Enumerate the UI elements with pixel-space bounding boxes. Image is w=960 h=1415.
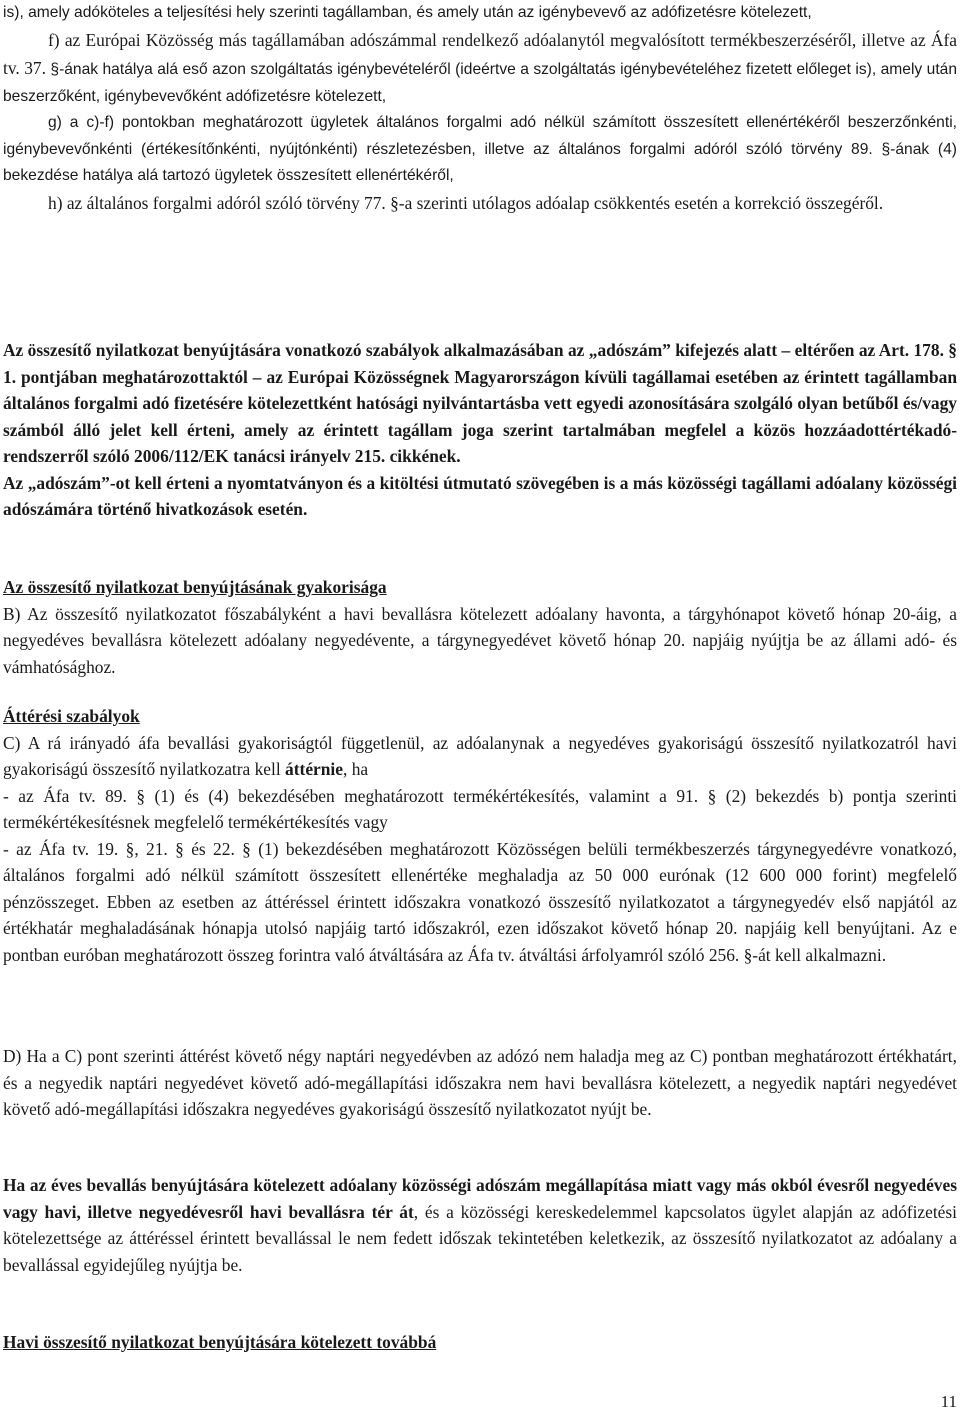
adoszam-section [3,337,957,523]
intro-paragraph-1: is), amely adóköteles a teljesítési hely szerinti tagállamban, és amely után az igénybevevő az adófizetésre kötelezett, [3,4,812,21]
gyakorisag-paragraph: B) Az összesítő nyilatkozatot főszabályként a havi bevallásra kötelezett adóalany havonta, a tárgyhónapot követő hónap 20-áig, a negyedéves bevallásra kötelezett adóalany negyedévente, a tárgynegyedévet követő hónap 20. napjáig nyújtja be az állami adó- és vámhatósághoz. [3,603,957,677]
atteres-paragraph-c [3,730,957,783]
atteres-c-part-1: C) A rá irányadó áfa bevallási gyakoriságtól függetlenül, az adóalanynak a negyedéves gyakoriságú összesítő nyilatkozatról havi gyakoriságú összesítő nyilatkozatra kell [3,732,957,779]
atteres-condition-2: - az Áfa tv. 19. §, 21. § és 22. § (1) bekezdésében meghatározott Közösségen belüli termékbeszerzés tárgynegyedévre vonatkozó, általános forgalmi adó nélkül számított összesített ellenértéke meghaladja az 50 000 eurónak (12 600 000 forint) megfelelő pénzösszeget. Ebben az esetben az áttéréssel érintett időszakra vonatkozó összesítő nyilatkozatot a tárgynegyedév első napjától az értékhatár meghaladásának hónapja utolsó napjáig tartó időszakról, ezen időszakot követő hónap 20. napjáig kell benyújtani. Az e pontban euróban meghatározott összeg forintra való átváltására az Áfa tv. átváltási árfolyamról szóló 256. §-át kell alkalmazni. [3,838,957,965]
adoszam-paragraph-1: Az összesítő nyilatkozat benyújtására vonatkozó szabályok alkalmazásában az „adószám” kifejezés alatt – eltérően az Art. 178. § 1. pontjában meghatározottaktól – az Európai Közösségnek Magyarországon kívüli tagállamai esetében az érintett tagállamban általános forgalmi adó fizetésére kötelezettként hatósági nyilvántartásba vett egyedi azonosítására szolgáló olyan betűből és/vagy számból álló jelet kell érteni, amely az érintett tagállam joga szerint tartalmában megfelel a közös hozzáadottértékadó-rendszerről szóló 2006/112/EK tanácsi irányelv 215. cikkének. [3,340,957,466]
havi-heading: Havi összesítő nyilatkozat benyújtására kötelezett továbbá [3,1332,437,1352]
eves-bold-part: Ha az éves bevallás benyújtására kötelezett adóalany közösségi adószám megállapítása miatt vagy más okból évesről negyedéves vagy havi, illetve negyedévesről havi bevallásra tér át [3,1175,957,1222]
gyakorisag-heading: Az összesítő nyilatkozat benyújtásának gyakorisága [3,577,387,597]
list-item-f-part-1: f) az Európai Közösség más tagállamában adószámmal rendelkező adóalanytól megvalósított termékbeszerzéséről, illetve az Áfa tv. 37. [3,29,957,78]
eves-regular-part: , és a közösségi kereskedelemmel kapcsolatos ügylet alapján az adófizetési kötelezettsége az áttéréssel érintett bevallással le nem fedett időszak tekintetében keletkezik, az összesítő nyilatkozatot az adóalany a bevallással egyidejűleg nyújtja be. [3,1201,958,1275]
eves-paragraph [3,1172,957,1278]
atteres-c-part-3: , ha [343,759,369,779]
list-item-f-part-2: §-ának hatálya alá eső azon szolgáltatás igénybevételéről (ideértve a szolgáltatás igénybevételéhez fizetett előleget is), amely után beszerzőként, igénybevevőként adófizetésre kötelezett, [3,61,957,105]
list-item-f [3,27,957,111]
d-pont-paragraph: D) Ha a C) pont szerinti áttérést követő négy naptári negyedévben az adózó nem haladja meg az C) pontban meghatározott értékhatárt, és a negyedik naptári negyedévet követő adó-megállapítási időszakra nem havi bevallásra kötelezett, a negyedik naptári negyedévet követő adó-megállapítási időszakra negyedéves gyakoriságú összesítő nyilatkozatot nyújt be. [3,1046,957,1119]
havi-section [3,1329,957,1356]
adoszam-paragraph-2: Az „adószám”-ot kell érteni a nyomtatványon és a kitöltési útmutató szövegében is a más közösségi tagállami adóalany közösségi adószámára történő hivatkozások esetén. [3,472,957,519]
list-item-g: g) a c)-f) pontokban meghatározott ügyletek általános forgalmi adó nélkül számított összesített ellenértékéről beszerzőnkénti, igénybevevőnkénti (értékesítőnkénti, nyújtónkénti) részletezésben, illetve az általános forgalmi adóról szóló törvény 89. §-ának (4) bekezdése hatálya alá tartozó ügyletek összesített ellenértékéről, [3,114,957,184]
atteres-heading: Áttérési szabályok [3,706,140,726]
gyakorisag-section [3,574,957,680]
atteres-condition-1: - az Áfa tv. 89. § (1) és (4) bekezdésében meghatározott termékértékesítés, valamint a 91. § (2) bekezdés b) pontja szerinti termékértékesítésnek megfelelő termékértékesítés vagy [3,785,957,832]
page-number: 11 [940,1392,957,1411]
atteres-section [3,703,957,968]
d-pont-section [3,1043,957,1123]
atteres-c-emphasis: áttérnie [285,759,343,779]
intro-section [3,0,957,216]
eves-section [3,1172,957,1278]
list-item-h: h) az általános forgalmi adóról szóló törvény 77. §-a szerinti utólagos adóalap csökkentés esetén a korrekció összegéről. [48,192,884,213]
